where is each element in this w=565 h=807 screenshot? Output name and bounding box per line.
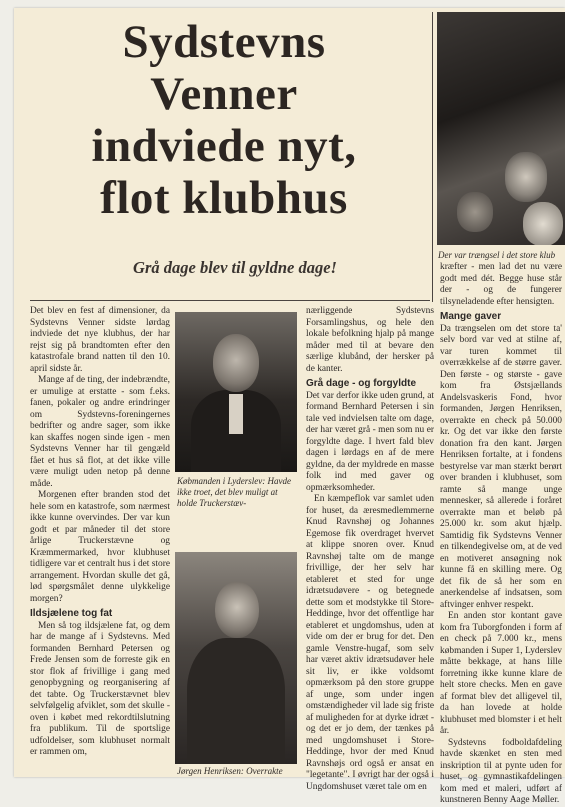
paragraph: Mange af de ting, der indebrændte, er umulige at erstatte - som f.eks. fanen, pokaler og andre erindringer om Sydstevns-foreningernes bedrifter og andre sager, som ikke kan skaffes nogen sinde igen - men Sydstevns Venner har til gengæld fået et hus så flot, at det ikke ville være muligt uden netop på denne måde. <box>30 375 170 489</box>
article-subheadline: Grå dage blev til gyldne dage! <box>133 258 337 277</box>
paragraph: En anden stor kontant gave kom fra Tuborgfonden i form af en check på 7.000 kr., mens købmanden i Super 1, Lyderslev måtte bekkage, at hans lille forretning ikke kunne klare de helt store checks. Men en gave af format blev det alligevel til, da han lovede at holde klubhuset med blomster i et helt år. <box>440 611 562 736</box>
paragraph: Da trængselen om det store ta' selv bord var ved at stilne af, var turen kommet til overrækkelse af de større gaver. Den første - og største - gave kom fra Østsjællands Andelsvaskeris Fond, hvor formanden, Jørgen Henriksen, overrakte en check på 50.000 kr. Og det var ikke den første donation fra den kant. Jørgen Henriksen fortalte, at i fondens bestyrelse var man stærkt berørt over branden i klubhuset, som ramte så mange unge mennesker, så allerede i foråret overrakte man et beløb på 25.000 kr. som akut hjælp. Samtidig fik Sydstevns Venner en tilkendegivelse om, at de ved en motiveret ansøgning nok kunne få en skilling mere. Og det fik de så her som en anerkendelse af indsatsen, som aftvinger enhver respekt. <box>440 323 562 610</box>
section-heading: Grå dage - og forgyldte <box>306 378 417 389</box>
headline-divider <box>432 12 433 302</box>
section-heading: Ildsjælene tog fat <box>30 608 113 619</box>
headline-line-2: Venner <box>150 68 298 120</box>
article-headline <box>34 16 414 224</box>
headline-line-4: flot klubhus <box>100 172 348 224</box>
article-column-4 <box>440 262 562 807</box>
photo-jorgen-henriksen <box>175 552 297 764</box>
headline-line-1: Sydstevns <box>122 16 326 68</box>
photo-grocer-caption: Købmanden i Lyderslev: Havde ikke troet, det blev muligt at holde Truckerstæv- <box>177 476 291 508</box>
paragraph: Det var derfor ikke uden grund, at formand Bernhard Petersen i sin tale ved indvielsen talte om dage, der har været grå - men som nu er forgyldte dage. I hvert fald blev dagen i lørdags en af de mere gyldne, da der myldrede en masse folk ind med gaver og opmærksomheder. <box>306 390 434 493</box>
headline-line-3: indviede nyt, <box>91 120 357 172</box>
article-column-1 <box>30 306 170 759</box>
paragraph: nærliggende Sydstevns Forsamlingshus, og hele den lokale befolkning hjalp på mange måder med til at bevare den særlige klubånd, der hersker på de kanter. <box>306 306 434 374</box>
paragraph: Sydstevns fodboldafdeling havde skænket en sten med inskription til at pynte uden for huset, og gymnastikafdelingen kom med et maleri, udført af kunstneren Benny Aage Møller. <box>440 737 562 805</box>
photo-crowd-caption: Der var trængsel i det store klub <box>438 250 556 260</box>
photo-crowd <box>437 12 565 245</box>
paragraph: kræfter - men lad det nu være godt med dét. Begge huse står der - og de fungerer tilsyneladende efter hensigten. <box>440 262 562 307</box>
subhead-rule <box>30 300 430 301</box>
paragraph: Morgenen efter branden stod det hele som en katastrofe, som nærmest ikke kunne overvindes. Der var kun godt et par måneder til det store årlige Truckerstævne og Kræmmermarked, hvor klubhuset tidligere var et centralt hus i det store arrangement. Hvordan skulle det gå, lød spørgsmålet denne ulykkelige morgen? <box>30 490 170 604</box>
photo-grocer <box>175 312 297 472</box>
section-heading: Mange gaver <box>440 311 502 322</box>
paragraph: En kæmpeflok var samlet uden for huset, da æresmedlemmerne Knud Ravnshøj og Johannes Egemose fik overdraget hvervet at klippe snoren over. Knud Ravnshøj talte om de mange frivillige, der her selv har etableret et sted for unge idrætsudøvere - og betegnede dette som et modstykke til Store-Heddinge, hvor det offentlige har etableret et ungdomshus, uden at vide om der er brug for det. Den gamle Venstre-hugaf, som selv har været aktiv idrætsudøver hele sit liv, er ikke voldsomt opmærksom på den store gruppe af unge, som under ingen omstændigheder vil lade sig friste af muligheden for at dyrke idræt - og det er jo dem, der tænkes på med ungdomshuset i Store-Heddinge, hvor der med Knud Ravnshøjs ord også er ansat en "legetante". I øvrigt har der også i Ungdomshuset været tale om en <box>306 494 434 792</box>
article-column-3 <box>306 306 434 793</box>
photo-jorgen-caption: Jørgen Henriksen: Overrakte <box>177 766 283 776</box>
paragraph: Det blev en fest af dimensioner, da Sydstevns Venner sidste lørdag indviede det nye klubhus, der har rejst sig på brandtomten efter den katastrofale brand natten til den 10. april sidste år. <box>30 306 170 374</box>
paragraph: Men så tog ildsjælene fat, og dem har de mange af i Sydstevns. Med formanden Bernhard Petersen og Frede Jensen som de forreste gik en stor flok af frivillige i gang med genopbygning og reorganisering af det tabte. Og Truckerstævnet blev selvfølgelig afviklet, som det skulle - oven i købet med rekordtilslutning fra publikum. Til de sportslige udfoldelser, som klubhuset normalt er rammen om, <box>30 620 170 757</box>
